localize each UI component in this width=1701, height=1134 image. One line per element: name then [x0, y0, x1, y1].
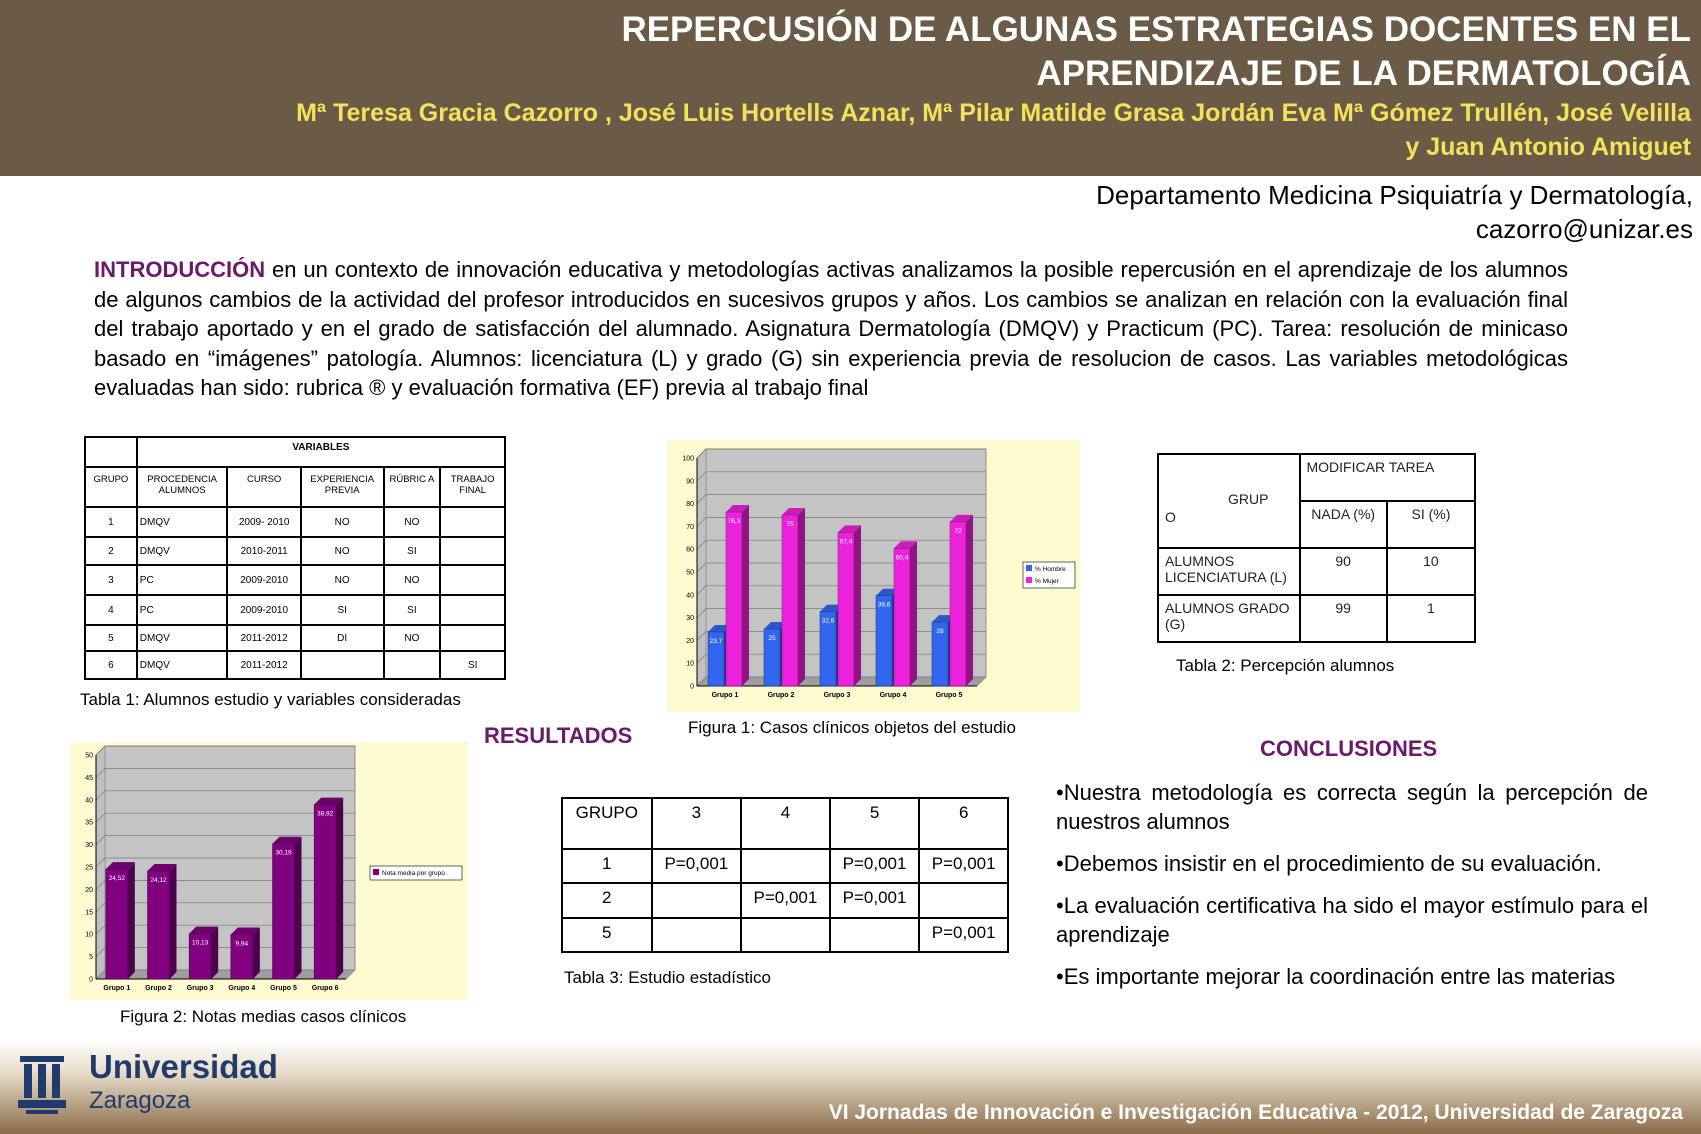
t1-cell: 3 [85, 565, 137, 595]
data-label: 32,6 [821, 617, 835, 625]
intro-heading: INTRODUCCIÓN [94, 257, 266, 282]
legend-swatch [1026, 565, 1032, 571]
y-tick-label: 45 [85, 774, 93, 782]
t1-cell: DMQV [137, 625, 228, 651]
y-tick-label: 20 [85, 886, 93, 894]
t1-col-header: PROCEDENCIA ALUMNOS [137, 467, 228, 507]
t3-cell [741, 918, 830, 952]
department: Departamento Medicina Psiquiatría y Dermatología, [1096, 180, 1693, 210]
t2-group-header: MODIFICAR TAREA [1300, 454, 1476, 501]
t3-cell: P=0,001 [830, 849, 920, 883]
t1-empty-cell [85, 437, 137, 467]
table-3 [561, 797, 1009, 953]
t1-cell: PC [137, 595, 228, 625]
bar [726, 512, 742, 686]
t1-cell: NO [301, 537, 384, 565]
t3-col-header: 5 [830, 798, 920, 849]
t1-cell: 2009-2010 [227, 565, 300, 595]
t1-cell: 6 [85, 651, 137, 679]
t2-corner-b: O [1165, 509, 1176, 525]
t1-cell: DMQV [137, 507, 228, 537]
t1-cell: SI [301, 595, 384, 625]
y-tick-label: 40 [686, 592, 694, 600]
bar [148, 871, 170, 979]
t1-cell: SI [440, 651, 505, 679]
t1-cell [440, 537, 505, 565]
t1-cell: DMQV [137, 651, 228, 679]
t1-cell: SI [384, 595, 441, 625]
legend-label: Nota media por grupo [382, 870, 445, 877]
t1-cell [301, 651, 384, 679]
bar-side [336, 798, 343, 979]
y-tick-label: 15 [85, 909, 93, 917]
bar [106, 869, 128, 979]
y-tick-label: 50 [85, 752, 93, 760]
email: cazorro@unizar.es [1475, 214, 1693, 244]
x-tick-label: Grupo 2 [145, 985, 172, 992]
affiliation [793, 178, 1693, 246]
table-row [1158, 548, 1475, 595]
x-tick-label: Grupo 5 [270, 985, 297, 992]
authors [131, 96, 1691, 164]
y-tick-label: 10 [686, 660, 694, 668]
bar-side [211, 927, 218, 979]
data-label: 23,7 [709, 637, 723, 645]
table-row [562, 849, 1008, 883]
bar [782, 515, 798, 686]
t1-cell: 2011-2012 [227, 651, 300, 679]
x-tick-label: Grupo 1 [711, 692, 739, 699]
y-tick-label: 90 [686, 478, 694, 486]
y-tick-label: 60 [686, 546, 694, 554]
y-tick-label: 25 [85, 864, 93, 872]
y-tick-label: 0 [690, 683, 694, 691]
y-tick-label: 5 [89, 954, 93, 962]
t1-cell: DMQV [137, 537, 228, 565]
legend-label: % Hombre [1035, 566, 1066, 573]
t2-col-header: SI (%) [1387, 501, 1475, 548]
t3-col-header: 4 [741, 798, 830, 849]
table-1 [84, 436, 506, 680]
y-tick-label: 10 [85, 931, 93, 939]
figure-2-caption: Figura 2: Notas medias casos clínicos [120, 1007, 407, 1026]
table-1-caption: Tabla 1: Alumnos estudio y variables consideradas [80, 690, 461, 709]
list-item: •Nuestra metodología es correcta según la percepción de nuestros alumnos [1056, 780, 1648, 834]
y-tick-label: 80 [686, 501, 694, 509]
t3-cell: 5 [562, 918, 652, 952]
t1-cell: 2010-2011 [227, 537, 300, 565]
x-tick-label: Grupo 1 [103, 985, 131, 992]
data-label: 72 [954, 527, 962, 535]
data-label: 10,13 [192, 939, 209, 947]
table-row [1158, 595, 1475, 642]
t2-cell: 99 [1300, 595, 1387, 642]
t3-cell: P=0,001 [919, 918, 1008, 952]
table-row [85, 507, 505, 537]
figure-1-caption: Figura 1: Casos clínicos objetos del estudio [688, 718, 1016, 737]
t3-cell: P=0,001 [919, 849, 1008, 883]
t1-cell [440, 625, 505, 651]
bar-side [170, 864, 177, 979]
table-3-caption: Tabla 3: Estudio estadístico [564, 968, 771, 987]
t3-cell [652, 918, 742, 952]
bar-side [910, 541, 917, 686]
t2-cell: 90 [1300, 548, 1387, 595]
title-line-2: APRENDIZAJE DE LA DERMATOLOGÍA [1036, 54, 1691, 93]
table-row [85, 565, 505, 595]
y-tick-label: 50 [686, 569, 694, 577]
authors-line-2: y Juan Antonio Amiguet [1405, 133, 1691, 161]
t3-col-header: 3 [652, 798, 742, 849]
bar [894, 548, 910, 686]
t2-col-header: NADA (%) [1300, 501, 1387, 548]
data-label: 75 [786, 521, 794, 528]
t3-cell: 1 [562, 849, 652, 883]
t1-cell: NO [384, 565, 441, 595]
data-label: 60,4 [895, 554, 909, 562]
legend-swatch [1026, 577, 1032, 583]
conference-name: VI Jornadas de Innovación e Investigación Educativa - 2012, Universidad de Zaragoza [828, 1101, 1683, 1124]
university-city: Zaragoza [89, 1087, 191, 1114]
t2-cell: 1 [1387, 595, 1475, 642]
y-tick-label: 40 [85, 797, 93, 805]
bar-side [966, 515, 973, 686]
t1-cell: 2009- 2010 [227, 507, 300, 537]
t3-cell: P=0,001 [652, 849, 742, 883]
x-tick-label: Grupo 4 [228, 985, 256, 992]
data-label: 76,3 [727, 518, 741, 526]
t1-col-header: CURSO [227, 467, 300, 507]
table-2 [1157, 453, 1476, 643]
introduction [94, 255, 1568, 403]
t1-cell: PC [137, 565, 228, 595]
t1-cell: DI [301, 625, 384, 651]
t3-cell [652, 883, 742, 917]
t1-cell: NO [384, 625, 441, 651]
t3-cell [830, 918, 920, 952]
bar-side [742, 505, 749, 686]
table-row [85, 651, 505, 679]
bar-side [295, 837, 302, 979]
x-tick-label: Grupo 3 [186, 985, 214, 992]
bar-side [798, 508, 805, 686]
t1-col-header: GRUPO [85, 467, 137, 507]
x-tick-label: Grupo 3 [823, 692, 851, 699]
list-item: •La evaluación certificativa ha sido el mayor estímulo para el aprendizaje [1056, 893, 1648, 947]
t1-cell: 2 [85, 537, 137, 565]
data-label: 24,12 [150, 876, 167, 884]
data-label: 28 [936, 628, 944, 636]
y-tick-label: 70 [686, 523, 694, 531]
university-crest-icon [16, 1050, 68, 1122]
t2-corner [1158, 454, 1300, 548]
conclusions-list [1056, 778, 1648, 1004]
list-item: •Debemos insistir en el procedimiento de su evaluación. [1056, 851, 1602, 876]
data-label: 25 [768, 635, 776, 642]
figure-2 [70, 742, 468, 1000]
legend-swatch [373, 869, 379, 875]
t1-cell: SI [384, 537, 441, 565]
table-row [562, 883, 1008, 917]
results-heading: RESULTADOS [484, 723, 633, 748]
y-tick-label: 35 [85, 819, 93, 827]
t3-cell [919, 883, 1008, 917]
bar [876, 596, 892, 686]
x-tick-label: Grupo 4 [879, 692, 907, 699]
x-tick-label: Grupo 2 [767, 692, 795, 699]
y-tick-label: 30 [686, 615, 694, 623]
t1-cell: 2011-2012 [227, 625, 300, 651]
legend-label: % Mujer [1035, 578, 1059, 585]
t1-cell: NO [301, 507, 384, 537]
table-row [85, 595, 505, 625]
t3-col-header: 6 [919, 798, 1008, 849]
t1-cell: NO [301, 565, 384, 595]
title-line-1: REPERCUSIÓN DE ALGUNAS ESTRATEGIAS DOCENTES EN EL [621, 10, 1691, 49]
t1-cell [440, 507, 505, 537]
t1-cell: 2009-2010 [227, 595, 300, 625]
bar [314, 805, 336, 979]
t3-cell: 2 [562, 883, 652, 917]
t2-cell: 10 [1387, 548, 1475, 595]
t3-cell [741, 849, 830, 883]
bar [838, 532, 854, 686]
y-tick-label: 20 [686, 637, 694, 645]
x-tick-label: Grupo 6 [311, 985, 339, 992]
figure-1-chart [667, 440, 1080, 712]
t1-cell: 1 [85, 507, 137, 537]
t1-cell: NO [384, 507, 441, 537]
t1-variables-header: VARIABLES [137, 437, 505, 467]
t2-row-label: ALUMNOS GRADO (G) [1158, 595, 1300, 642]
authors-line-1: Mª Teresa Gracia Cazorro , José Luis Hortells Aznar, Mª Pilar Matilde Grasa Jordán Eva Mª Gómez Trullén, José Velilla [296, 99, 1691, 127]
t3-cell: P=0,001 [741, 883, 830, 917]
x-tick-label: Grupo 5 [935, 692, 963, 699]
y-tick-label: 30 [85, 842, 93, 850]
university-name: Universidad [89, 1048, 278, 1085]
t3-col-header: GRUPO [562, 798, 652, 849]
bar-side [128, 862, 135, 979]
data-label: 9,94 [235, 940, 249, 948]
t1-col-header: EXPERIENCIA PREVIA [301, 467, 384, 507]
figure-1 [667, 440, 1080, 712]
data-label: 67,4 [839, 538, 853, 546]
intro-text: en un contexto de innovación educativa y metodologías activas analizamos la posible repercusión en el aprendizaje de los alumnos de algunos cambios de la actividad del profesor introducidos en sucesivos grupos y años. Los cambios se analizan en relación con la evaluación final del trabajo aportado y en el grado de satisfacción del alumnado. Asignatura Dermatología (DMQV) y Practicum (PC). Tarea: resolución de minicaso basado en “imágenes” patología. Alumnos: licenciatura (L) y grado (G) sin experiencia previa de resolucion de casos. Las variables metodológicas evaluadas han sido: rubrica ® y evaluación formativa (EF) previa al trabajo final [94, 257, 1568, 400]
poster-title [391, 8, 1691, 96]
table-row [85, 537, 505, 565]
list-item: •Es importante mejorar la coordinación entre las materias [1056, 964, 1616, 989]
t1-cell: 5 [85, 625, 137, 651]
table-2-caption: Tabla 2: Percepción alumnos [1176, 656, 1395, 675]
t1-cell [440, 595, 505, 625]
data-label: 30,19 [275, 849, 292, 857]
bar-side [253, 927, 260, 979]
t3-cell: P=0,001 [830, 883, 920, 917]
table-row [85, 625, 505, 651]
y-tick-label: 100 [682, 455, 694, 463]
bar [273, 844, 295, 979]
data-label: 38,92 [317, 810, 334, 818]
y-tick-label: 0 [89, 976, 93, 984]
t1-col-header: RÚBRIC A [384, 467, 441, 507]
table-row [562, 918, 1008, 952]
t2-corner-a: GRUP [1228, 491, 1269, 507]
conclusions-heading: CONCLUSIONES [1260, 736, 1438, 761]
data-label: 39,6 [877, 601, 891, 609]
data-label: 24,52 [108, 875, 125, 883]
bar-side [854, 525, 861, 686]
t1-cell [440, 565, 505, 595]
t1-col-header: TRABAJO FINAL [440, 467, 505, 507]
t1-cell [384, 651, 441, 679]
bar [950, 522, 966, 686]
t1-cell: 4 [85, 595, 137, 625]
figure-2-chart [70, 742, 468, 1000]
t2-row-label: ALUMNOS LICENCIATURA (L) [1158, 548, 1300, 595]
